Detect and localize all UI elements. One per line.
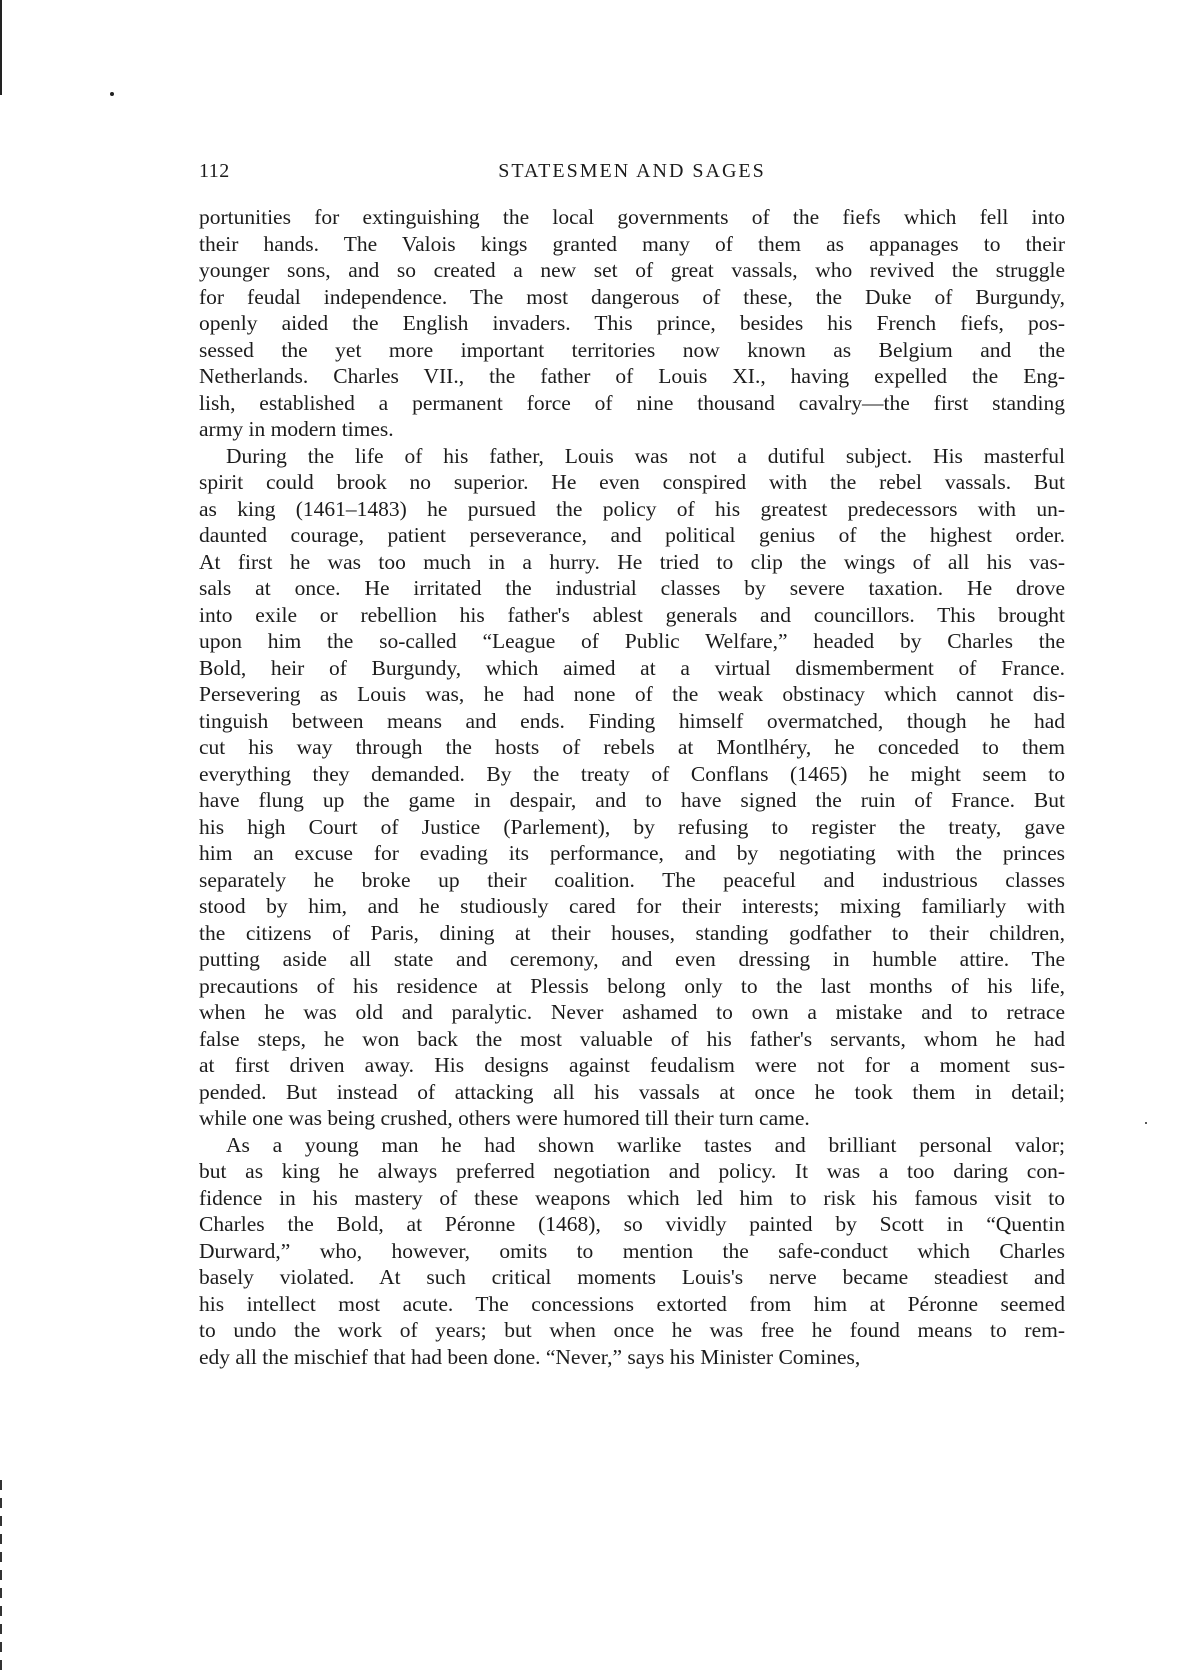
text-line: As a young man he had shown warlike tastes and brilliant personal valor;	[226, 1132, 1065, 1157]
text-line: but as king he always preferred negotiation and policy. It was a too daring con-	[199, 1159, 1065, 1183]
text-line: sals at once. He irritated the industrial classes by severe taxation. He drove	[199, 576, 1065, 600]
text-line: fidence in his mastery of these weapons which led him to risk his famous visit to	[199, 1185, 1065, 1210]
text-line: putting aside all state and ceremony, and even dressing in humble attire. The	[199, 947, 1065, 971]
running-title: STATESMEN AND SAGES	[498, 160, 766, 182]
text-line: everything they demanded. By the treaty of Conflans (1465) he might seem to	[199, 761, 1065, 786]
text-line: his high Court of Justice (Parlement), by refusing to register the treaty, gave	[199, 814, 1065, 839]
text-line: at first driven away. His designs against feudalism were not for a moment sus-	[199, 1053, 1065, 1077]
text-line: precautions of his residence at Plessis belong only to the last months of his life,	[199, 973, 1065, 998]
text-line: Durward,” who, however, omits to mention the safe-conduct which Charles	[199, 1238, 1065, 1263]
text-line: Bold, heir of Burgundy, which aimed at a virtual dismemberment of France.	[199, 655, 1065, 680]
text-line: his intellect most acute. The concessions extorted from him at Péronne seemed	[199, 1291, 1065, 1316]
paragraph	[199, 204, 1065, 443]
text-line: Charles the Bold, at Péronne (1468), so vividly painted by Scott in “Quentin	[199, 1212, 1065, 1236]
scan-speck	[1145, 1122, 1147, 1124]
body-text	[199, 204, 1065, 1370]
text-line: have flung up the game in despair, and to have signed the ruin of France. But	[199, 788, 1065, 812]
text-line: Persevering as Louis was, he had none of the weak obstinacy which cannot dis-	[199, 682, 1065, 706]
scan-edge-mark-top	[0, 0, 2, 95]
text-line: cut his way through the hosts of rebels at Montlhéry, he conceded to them	[199, 735, 1065, 759]
text-line: when he was old and paralytic. Never ashamed to own a mistake and to retrace	[199, 1000, 1065, 1024]
paragraph	[199, 443, 1065, 1132]
text-line: openly aided the English invaders. This prince, besides his French fiefs, pos-	[199, 311, 1065, 335]
text-line: edy all the mischief that had been done. “Never,” says his Minister Comines,	[199, 1344, 861, 1369]
text-line: tinguish between means and ends. Finding himself overmatched, though he had	[199, 708, 1065, 733]
text-line: sessed the yet more important territories now known as Belgium and the	[199, 337, 1065, 362]
text-line: into exile or rebellion his father's ablest generals and councillors. This brought	[199, 602, 1065, 627]
scan-edge-mark-bottom	[0, 1480, 2, 1673]
scan-speck	[110, 92, 114, 96]
text-line: portunities for extinguishing the local governments of the fiefs which fell into	[199, 205, 1065, 229]
paragraph	[199, 1132, 1065, 1371]
text-line: their hands. The Valois kings granted many of them as appanages to their	[199, 231, 1065, 256]
text-line: separately he broke up their coalition. The peaceful and industrious classes	[199, 867, 1065, 892]
text-line: basely violated. At such critical moments Louis's nerve became steadiest and	[199, 1265, 1065, 1289]
text-line: army in modern times.	[199, 417, 394, 441]
text-line: Netherlands. Charles VII., the father of Louis XI., having expelled the Eng-	[199, 364, 1065, 388]
text-line: younger sons, and so created a new set of great vassals, who revived the struggle	[199, 258, 1065, 282]
text-line: During the life of his father, Louis was not a dutiful subject. His masterful	[226, 443, 1065, 468]
running-head	[199, 160, 1065, 196]
text-line: At first he was too much in a hurry. He tried to clip the wings of all his vas-	[199, 549, 1065, 574]
text-line: pended. But instead of attacking all his vassals at once he took them in detail;	[199, 1079, 1065, 1104]
text-line: lish, established a permanent force of nine thousand cavalry—the first standing	[199, 390, 1065, 415]
page-number: 112	[199, 160, 230, 182]
book-page	[199, 160, 1065, 1370]
text-line: for feudal independence. The most dangerous of these, the Duke of Burgundy,	[199, 284, 1065, 309]
text-line: upon him the so-called “League of Public Welfare,” headed by Charles the	[199, 629, 1065, 653]
text-line: daunted courage, patient perseverance, and political genius of the highest order.	[199, 523, 1065, 547]
text-line: stood by him, and he studiously cared for their interests; mixing familiarly with	[199, 894, 1065, 918]
text-line: to undo the work of years; but when once he was free he found means to rem-	[199, 1318, 1065, 1342]
text-line: him an excuse for evading its performance, and by negotiating with the princes	[199, 841, 1065, 865]
text-line: as king (1461–1483) he pursued the policy of his greatest predecessors with un-	[199, 496, 1065, 521]
text-line: false steps, he won back the most valuable of his father's servants, whom he had	[199, 1026, 1065, 1051]
text-line: the citizens of Paris, dining at their houses, standing godfather to their children,	[199, 920, 1065, 945]
text-line: while one was being crushed, others were humored till their turn came.	[199, 1106, 810, 1130]
text-line: spirit could brook no superior. He even conspired with the rebel vassals. But	[199, 470, 1065, 494]
